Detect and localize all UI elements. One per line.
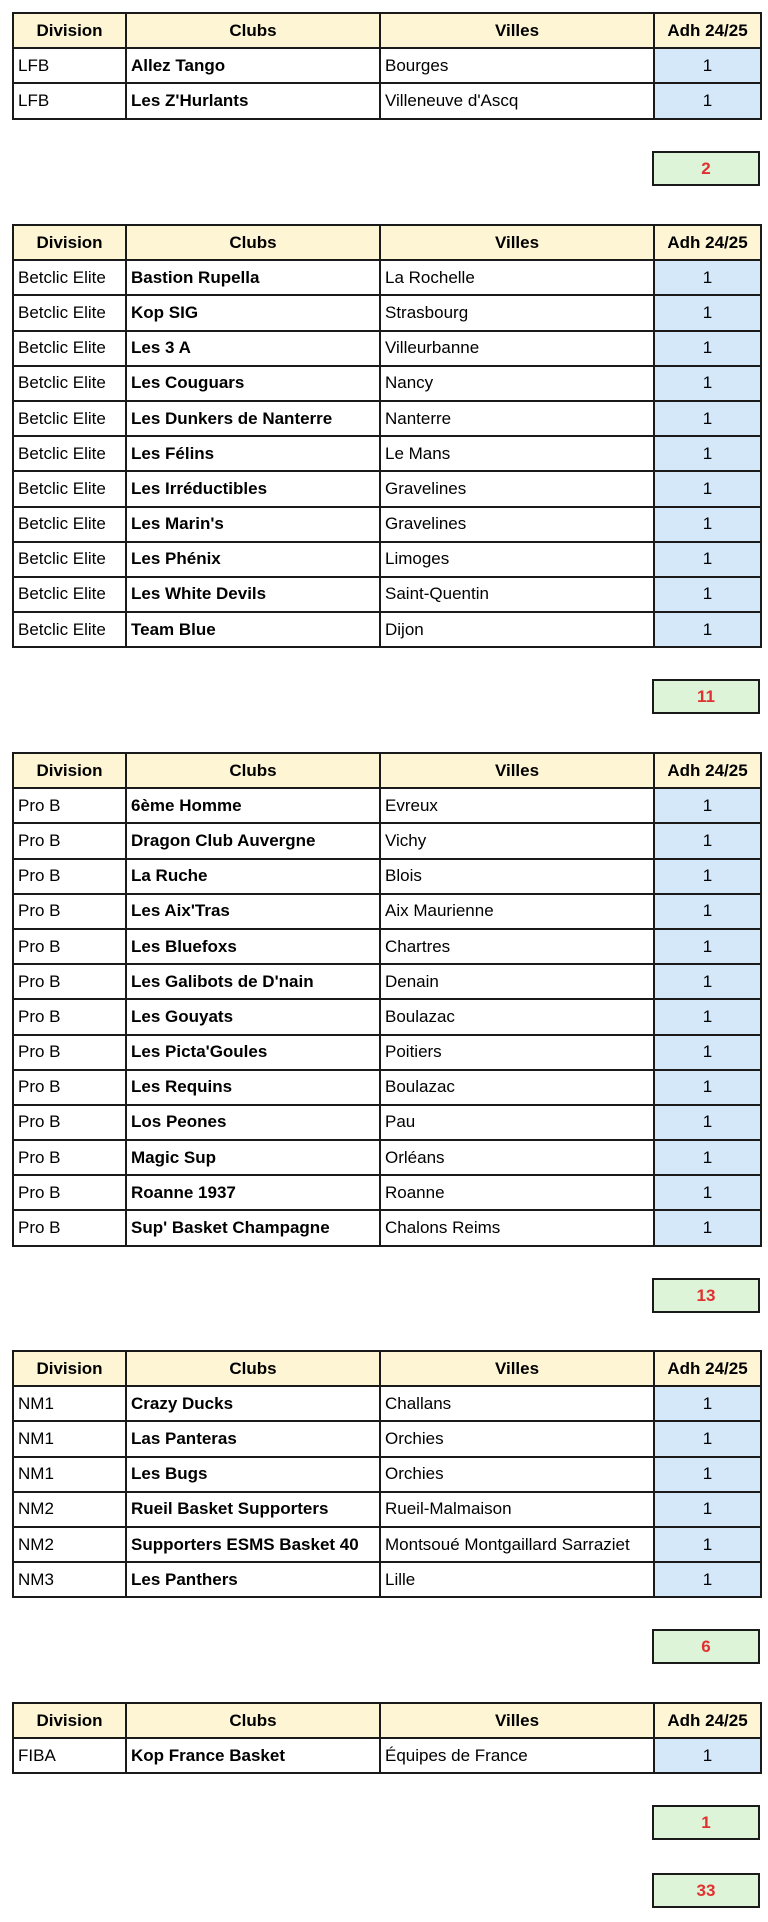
section-total: 6: [652, 1629, 760, 1664]
column-header-villes: Villes: [380, 1351, 654, 1386]
cell-division: Betclic Elite: [13, 401, 126, 436]
cell-adh: 1: [654, 894, 761, 929]
column-header-adh: Adh 24/25: [654, 1351, 761, 1386]
cell-villes: Nancy: [380, 366, 654, 401]
cell-villes: Orchies: [380, 1457, 654, 1492]
cell-villes: Bourges: [380, 48, 654, 83]
cell-adh: 1: [654, 1175, 761, 1210]
cell-villes: Gravelines: [380, 471, 654, 506]
cell-clubs: Kop SIG: [126, 295, 380, 330]
table-row: [13, 1386, 761, 1421]
cell-adh: 1: [654, 929, 761, 964]
cell-clubs: Les Panthers: [126, 1562, 380, 1597]
cell-villes: Strasbourg: [380, 295, 654, 330]
cell-division: FIBA: [13, 1738, 126, 1773]
cell-villes: Boulazac: [380, 999, 654, 1034]
cell-villes: Denain: [380, 964, 654, 999]
table-row: [13, 999, 761, 1034]
table-row: [13, 366, 761, 401]
cell-villes: Chartres: [380, 929, 654, 964]
cell-villes: Boulazac: [380, 1070, 654, 1105]
cell-clubs: Las Panteras: [126, 1421, 380, 1456]
cell-division: Pro B: [13, 823, 126, 858]
cell-division: Betclic Elite: [13, 612, 126, 647]
cell-villes: Challans: [380, 1386, 654, 1421]
cell-clubs: 6ème Homme: [126, 788, 380, 823]
cell-adh: 1: [654, 260, 761, 295]
table-row: [13, 823, 761, 858]
table-row: [13, 83, 761, 118]
cell-adh: 1: [654, 1210, 761, 1245]
cell-clubs: La Ruche: [126, 859, 380, 894]
table-row: [13, 401, 761, 436]
section-total: 2: [652, 151, 760, 186]
cell-adh: 1: [654, 507, 761, 542]
cell-adh: 1: [654, 999, 761, 1034]
cell-division: Betclic Elite: [13, 542, 126, 577]
table-row: [13, 1105, 761, 1140]
cell-adh: 1: [654, 1562, 761, 1597]
cell-villes: Pau: [380, 1105, 654, 1140]
table-row: [13, 1035, 761, 1070]
clubs-table: [12, 1702, 762, 1774]
cell-clubs: Les Félins: [126, 436, 380, 471]
table-row: [13, 964, 761, 999]
cell-adh: 1: [654, 1527, 761, 1562]
cell-division: Pro B: [13, 1175, 126, 1210]
cell-division: NM3: [13, 1562, 126, 1597]
cell-adh: 1: [654, 823, 761, 858]
cell-villes: Nanterre: [380, 401, 654, 436]
cell-villes: Blois: [380, 859, 654, 894]
cell-adh: 1: [654, 331, 761, 366]
cell-adh: 1: [654, 1140, 761, 1175]
cell-division: NM1: [13, 1421, 126, 1456]
table-row: [13, 859, 761, 894]
cell-adh: 1: [654, 1070, 761, 1105]
cell-division: Betclic Elite: [13, 366, 126, 401]
cell-adh: 1: [654, 295, 761, 330]
cell-villes: Équipes de France: [380, 1738, 654, 1773]
column-header-adh: Adh 24/25: [654, 225, 761, 260]
table-header-row: [13, 13, 761, 48]
cell-villes: Lille: [380, 1562, 654, 1597]
cell-division: Betclic Elite: [13, 295, 126, 330]
table-row: [13, 577, 761, 612]
column-header-division: Division: [13, 1703, 126, 1738]
cell-adh: 1: [654, 788, 761, 823]
cell-adh: 1: [654, 859, 761, 894]
cell-clubs: Les Z'Hurlants: [126, 83, 380, 118]
cell-adh: 1: [654, 1105, 761, 1140]
cell-villes: Le Mans: [380, 436, 654, 471]
cell-clubs: Crazy Ducks: [126, 1386, 380, 1421]
cell-clubs: Team Blue: [126, 612, 380, 647]
table-row: [13, 331, 761, 366]
cell-adh: 1: [654, 471, 761, 506]
cell-villes: La Rochelle: [380, 260, 654, 295]
column-header-division: Division: [13, 753, 126, 788]
cell-clubs: Les Phénix: [126, 542, 380, 577]
table-row: [13, 48, 761, 83]
clubs-table: [12, 12, 762, 120]
table-row: [13, 1175, 761, 1210]
cell-clubs: Les Marin's: [126, 507, 380, 542]
cell-adh: 1: [654, 1035, 761, 1070]
cell-division: Pro B: [13, 1210, 126, 1245]
cell-division: Betclic Elite: [13, 436, 126, 471]
column-header-clubs: Clubs: [126, 1351, 380, 1386]
cell-division: Pro B: [13, 788, 126, 823]
cell-division: Pro B: [13, 894, 126, 929]
cell-clubs: Les Couguars: [126, 366, 380, 401]
cell-division: NM2: [13, 1492, 126, 1527]
cell-villes: Gravelines: [380, 507, 654, 542]
cell-villes: Roanne: [380, 1175, 654, 1210]
cell-villes: Villeneuve d'Ascq: [380, 83, 654, 118]
cell-villes: Vichy: [380, 823, 654, 858]
cell-clubs: Allez Tango: [126, 48, 380, 83]
cell-villes: Poitiers: [380, 1035, 654, 1070]
table-row: [13, 507, 761, 542]
cell-villes: Dijon: [380, 612, 654, 647]
cell-division: Pro B: [13, 999, 126, 1034]
table-row: [13, 1527, 761, 1562]
cell-adh: 1: [654, 1492, 761, 1527]
cell-division: Betclic Elite: [13, 331, 126, 366]
cell-clubs: Les Requins: [126, 1070, 380, 1105]
cell-division: LFB: [13, 48, 126, 83]
grand-total: 33: [652, 1873, 760, 1908]
cell-clubs: Supporters ESMS Basket 40: [126, 1527, 380, 1562]
section-total: 11: [652, 679, 760, 714]
table-row: [13, 1562, 761, 1597]
table-row: [13, 1070, 761, 1105]
cell-villes: Saint-Quentin: [380, 577, 654, 612]
cell-adh: 1: [654, 1386, 761, 1421]
table-header-row: [13, 753, 761, 788]
cell-clubs: Les White Devils: [126, 577, 380, 612]
cell-clubs: Les Irréductibles: [126, 471, 380, 506]
column-header-adh: Adh 24/25: [654, 13, 761, 48]
cell-adh: 1: [654, 1457, 761, 1492]
column-header-clubs: Clubs: [126, 13, 380, 48]
table-row: [13, 471, 761, 506]
cell-division: Betclic Elite: [13, 260, 126, 295]
cell-villes: Orléans: [380, 1140, 654, 1175]
cell-division: NM1: [13, 1457, 126, 1492]
column-header-villes: Villes: [380, 753, 654, 788]
table-header-row: [13, 1351, 761, 1386]
table-row: [13, 929, 761, 964]
cell-division: Betclic Elite: [13, 471, 126, 506]
cell-adh: 1: [654, 577, 761, 612]
table-header-row: [13, 225, 761, 260]
column-header-villes: Villes: [380, 225, 654, 260]
cell-clubs: Les Picta'Goules: [126, 1035, 380, 1070]
cell-division: Pro B: [13, 859, 126, 894]
table-row: [13, 1140, 761, 1175]
cell-clubs: Les 3 A: [126, 331, 380, 366]
cell-adh: 1: [654, 612, 761, 647]
clubs-table: [12, 752, 762, 1247]
cell-adh: 1: [654, 542, 761, 577]
table-row: [13, 436, 761, 471]
cell-division: Pro B: [13, 964, 126, 999]
cell-adh: 1: [654, 1421, 761, 1456]
column-header-division: Division: [13, 13, 126, 48]
table-row: [13, 260, 761, 295]
table-row: [13, 1738, 761, 1773]
cell-clubs: Rueil Basket Supporters: [126, 1492, 380, 1527]
cell-villes: Orchies: [380, 1421, 654, 1456]
cell-clubs: Les Gouyats: [126, 999, 380, 1034]
cell-clubs: Kop France Basket: [126, 1738, 380, 1773]
cell-division: Pro B: [13, 1035, 126, 1070]
cell-clubs: Dragon Club Auvergne: [126, 823, 380, 858]
table-row: [13, 1421, 761, 1456]
column-header-clubs: Clubs: [126, 225, 380, 260]
cell-clubs: Roanne 1937: [126, 1175, 380, 1210]
section-total: 13: [652, 1278, 760, 1313]
table-row: [13, 542, 761, 577]
cell-clubs: Les Bluefoxs: [126, 929, 380, 964]
clubs-table: [12, 224, 762, 648]
cell-villes: Rueil-Malmaison: [380, 1492, 654, 1527]
column-header-villes: Villes: [380, 13, 654, 48]
column-header-division: Division: [13, 225, 126, 260]
cell-villes: Limoges: [380, 542, 654, 577]
table-row: [13, 612, 761, 647]
cell-villes: Chalons Reims: [380, 1210, 654, 1245]
clubs-table: [12, 1350, 762, 1598]
cell-adh: 1: [654, 83, 761, 118]
column-header-adh: Adh 24/25: [654, 753, 761, 788]
cell-adh: 1: [654, 366, 761, 401]
cell-adh: 1: [654, 1738, 761, 1773]
section-total: 1: [652, 1805, 760, 1840]
column-header-villes: Villes: [380, 1703, 654, 1738]
cell-division: NM1: [13, 1386, 126, 1421]
column-header-clubs: Clubs: [126, 753, 380, 788]
table-row: [13, 295, 761, 330]
cell-clubs: Sup' Basket Champagne: [126, 1210, 380, 1245]
table-row: [13, 894, 761, 929]
table-row: [13, 1210, 761, 1245]
cell-clubs: Les Bugs: [126, 1457, 380, 1492]
cell-division: Pro B: [13, 1105, 126, 1140]
table-row: [13, 788, 761, 823]
cell-division: Betclic Elite: [13, 577, 126, 612]
column-header-adh: Adh 24/25: [654, 1703, 761, 1738]
cell-division: Pro B: [13, 929, 126, 964]
cell-division: NM2: [13, 1527, 126, 1562]
cell-clubs: Los Peones: [126, 1105, 380, 1140]
cell-villes: Evreux: [380, 788, 654, 823]
cell-adh: 1: [654, 401, 761, 436]
cell-clubs: Les Galibots de D'nain: [126, 964, 380, 999]
column-header-division: Division: [13, 1351, 126, 1386]
cell-villes: Villeurbanne: [380, 331, 654, 366]
cell-division: Pro B: [13, 1140, 126, 1175]
column-header-clubs: Clubs: [126, 1703, 380, 1738]
cell-clubs: Les Aix'Tras: [126, 894, 380, 929]
cell-adh: 1: [654, 964, 761, 999]
cell-clubs: Les Dunkers de Nanterre: [126, 401, 380, 436]
cell-adh: 1: [654, 436, 761, 471]
cell-division: LFB: [13, 83, 126, 118]
cell-division: Betclic Elite: [13, 507, 126, 542]
cell-villes: Montsoué Montgaillard Sarraziet: [380, 1527, 654, 1562]
cell-division: Pro B: [13, 1070, 126, 1105]
cell-villes: Aix Maurienne: [380, 894, 654, 929]
table-row: [13, 1457, 761, 1492]
table-header-row: [13, 1703, 761, 1738]
cell-clubs: Magic Sup: [126, 1140, 380, 1175]
cell-clubs: Bastion Rupella: [126, 260, 380, 295]
table-row: [13, 1492, 761, 1527]
cell-adh: 1: [654, 48, 761, 83]
